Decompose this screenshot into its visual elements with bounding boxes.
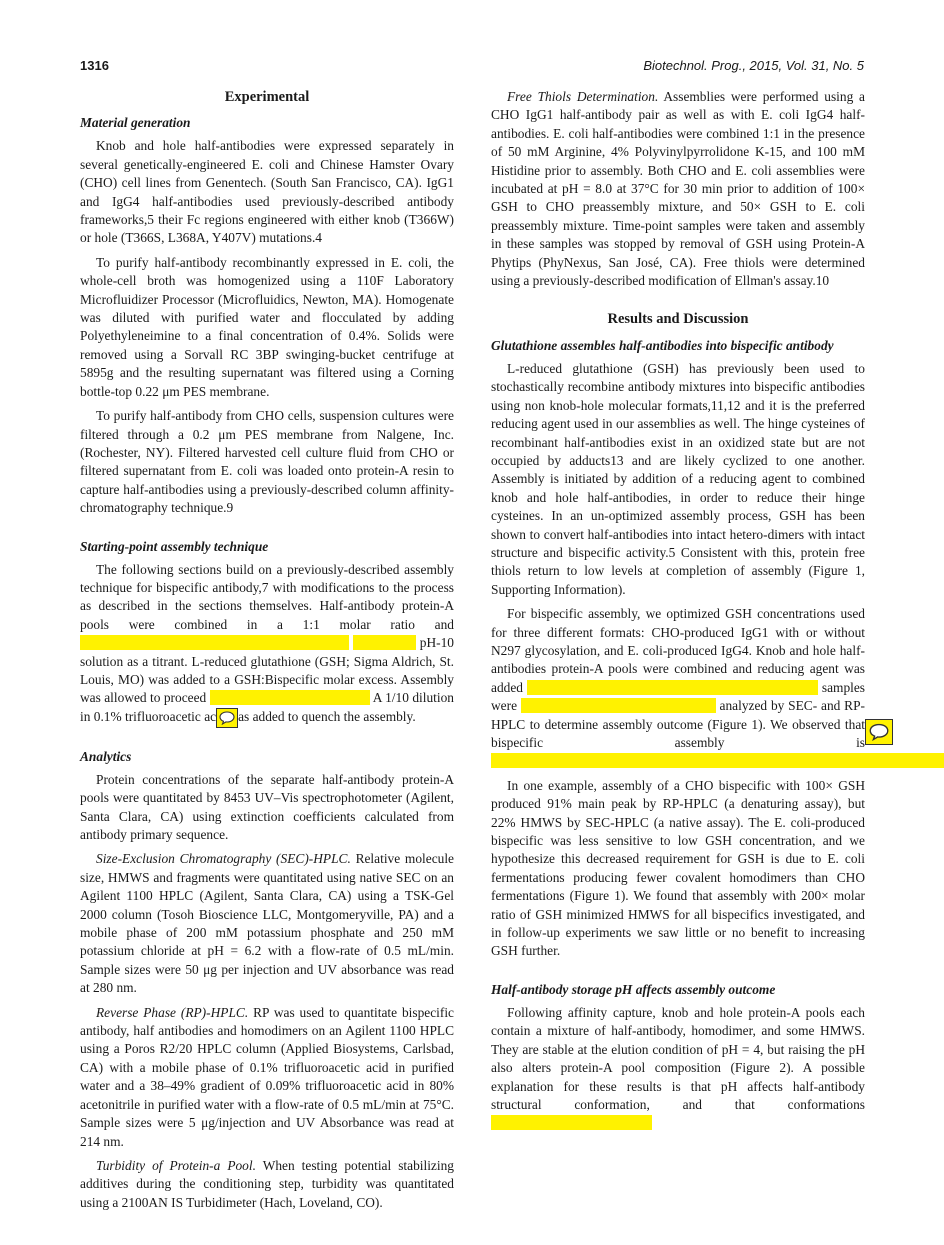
run-in-heading: Turbidity of Protein-a Pool. [96, 1157, 256, 1173]
page-number: 1316 [80, 58, 109, 73]
storage-ph-heading: Half-antibody storage pH affects assembly outcome [491, 981, 776, 997]
paragraph: In one example, assembly of a CHO bispecific with 100× GSH produced 91% main peak by RP-HPLC (a denaturing assay), but 22% HMWS by SEC-HPLC (a native assay). The E. coli-produced bispecific was less sensitive to low GSH concentration, and we hypothesize this decreased requirement for GSH is due to E. coli fermentations producing fewer covalent homodimers than CHO fermentations (Figure 1). We found that assembly with 200× molar ratio of GSH minimized HMWS for all bispecifics investigated, and in follow-up experiments we saw little or no benefit to increasing GSH further. [491, 777, 865, 959]
right-column [491, 88, 865, 1139]
analytics-heading: Analytics [80, 748, 132, 764]
text: For bispecific assembly, we optimized GSH concentrations used for three different formats: CHO-produced IgG1 with or without N297 glycosylation, and E. coli-produced IgG4. Knob and hole half-antibodies protein-A pools were combined and reducing agent was added [491, 606, 865, 695]
comment-icon[interactable] [216, 708, 238, 728]
paragraph-with-highlights [491, 1004, 865, 1133]
paragraph: To purify half-antibody recombinantly expressed in E. coli, the whole-cell broth was homogenized using a 110F Laboratory Microfluidizer Processor (Microfluidics, Newton, MA). Homogenate was diluted with purified water and flocculated by adding Polyethyleneimine to a final concentration of 0.4%. Solids were removed using a Sorvall RC 3BP swinging-bucket centrifuge at 5895g and the resulting supernatant was filtered using a Corning bottle-top 0.22 μm PES membrane. [80, 254, 454, 399]
highlight-redaction[interactable] [353, 635, 416, 650]
highlight-redaction[interactable] [521, 698, 716, 713]
left-column [80, 88, 454, 1218]
paragraph [80, 1004, 454, 1151]
paragraph [80, 1157, 454, 1212]
paragraph: L-reduced glutathione (GSH) has previously been used to stochastically recombine antibody mixtures into bispecific antibodies using non knob-hole molecular formats,11,12 and it is the preferred reducing agent used in our assemblies as well. The hinge cysteines of recombinant half-antibodies exist in an oxidized state but are not occupied by adducts13 and are likely cyclized to one another. Assembly is initiated by addition of a reducing agent to combined knob and hole half-antibodies, in order to reduce their hinge cysteines. In an un-optimized assembly process, GSH has been shown to convert half-antibodies into intact hetero-dimers with intact structure and bispecific activity.5 Consistent with this, protein free thiols return to low levels at completion of assembly (Figure 1, Supporting Information). [491, 360, 865, 597]
text: Following affinity capture, knob and hole protein-A pools each contain a mixture of half-antibody, homodimer, and some HMWS. They are stable at the elution condition of pH = 4, but raising the pH also alters protein-A pool composition (Figure 2). A possible explanation for these results is that pH affects half-antibody structural conformation, and that conformations [491, 1004, 865, 1112]
text: as added to quench the assembly. [238, 708, 416, 724]
text: Assemblies were performed using a CHO IgG1 half-antibody pair as well as with E. coli IgG4 half-antibodies. E. coli half-antibodies were combined 1:1 in the presence of 50 mM Arginine, 4% Polyvinylpyrrolidone K-15, and 100 mM Histidine prior to assembly. Both CHO and E. coli assemblies were incubated at pH = 8.0 at 37°C for 30 min prior to addition of 100× GSH to CHO preassembly mixture, and 50× GSH to E. coli preassembly mixture. Time-point samples were taken and assembly in these samples was stopped by removal of GSH using Protein-A Phytips (PhyNexus, San José, CA). Free thiols were determined using a previously-described modification of Ellman's assay.10 [491, 89, 865, 289]
paragraph [80, 850, 454, 997]
run-in-heading: Free Thiols Determination. [507, 89, 659, 104]
text: pH-10 solution as a titrant. L-reduced glutathione (GSH; Sigma Aldrich, St. Louis, MO) was added to a GSH:Bispecific molar excess. Assembly was allowed to proceed [80, 635, 454, 706]
highlight-redaction[interactable] [491, 753, 944, 768]
paragraph: Knob and hole half-antibodies were expressed separately in several genetically-engineered E. coli and Chinese Hamster Ovary (CHO) cell lines from Genentech. (South San Francisco, CA). IgG1 and IgG4 half-antibodies used previously-described antibody frameworks,5 their Fc regions engineered with either knob (T366W) or hole (T366S, L368A, Y407V) mutations.4 [80, 138, 454, 246]
material-generation-heading: Material generation [80, 115, 191, 131]
paragraph: To purify half-antibody from CHO cells, suspension cultures were filtered through a 0.2 μm PES membrane from Nalgene, Inc. (Rochester, NY). Filtered harvested cell culture fluid from CHO or filtered supernatant from E. coli was loaded onto protein-A resin to capture half-antibodies using a previously-described column affinity-chromatography technique.9 [80, 408, 454, 516]
paragraph-with-highlights [491, 605, 865, 771]
text: RP was used to quantitate bispecific antibody, half antibodies and homodimers on an Agilent 1100 HPLC using a Poros R2/20 HPLC column (Applied Biosystems, Carlsbad, CA) with a mobile phase of 0.1% trifluoroacetic acid in purified water and a 38–49% gradient of 0.09% trifluoroacetic acid in 80% acetonitrile in purified water with a flow-rate of 0.5 mL/min at 75°C. Sample sizes were 5 μg/injection and UV Absorbance was read at 214 nm. [80, 1004, 454, 1149]
text: analyzed by SEC- and RP-HPLC to determine assembly outcome (Figure 1). We observed that bispecific assembly is [491, 698, 865, 750]
comment-icon[interactable] [865, 719, 893, 745]
text: When testing potential stabilizing additives during the conditioning step, turbidity was quantitated using a 2100AN IS Turbidimeter (Hach, Loveland, CO). [80, 1157, 454, 1210]
run-in-heading: Size-Exclusion Chromatography (SEC)-HPLC. [96, 851, 351, 867]
highlight-redaction[interactable] [491, 1115, 652, 1130]
text: A 1/10 dilution in 0.1% trifluoroacetic ac [80, 690, 454, 724]
journal-citation: Biotechnol. Prog., 2015, Vol. 31, No. 5 [643, 58, 864, 73]
text: The following sections build on a previously-described assembly technique for bispecific antibody,7 with modifications to the process as described in the sections themselves. Half-antibody protein-A pools were combined in a 1:1 molar ratio and [80, 561, 454, 632]
paragraph [491, 88, 865, 290]
highlight-redaction[interactable] [527, 680, 819, 695]
results-heading: Results and Discussion [607, 311, 749, 328]
paragraph-with-highlights [80, 561, 454, 728]
experimental-heading: Experimental [224, 89, 310, 105]
highlight-redaction[interactable] [210, 690, 370, 705]
starting-point-heading: Starting-point assembly technique [80, 538, 269, 554]
glutathione-heading: Glutathione assembles half-antibodies into bispecific antibody [491, 337, 834, 353]
text: Relative molecule size, HMWS and fragments were quantitated using native SEC on an Agilent 1100 HPLC (Agilent, Santa Clara, CA) using a TSK-Gel 2000 column (Tosoh Bioscience LLC, Montgomeryville, PA) and a mobile phase of 200 mM potassium phosphate and 250 mM potassium chloride at pH = 6.2 with a flow-rate of 0.5 mL/min. Sample sizes were 50 μg per injection and UV absorbance was read at 280 nm. [80, 851, 454, 996]
highlight-redaction[interactable] [80, 635, 349, 650]
run-in-heading: Reverse Phase (RP)-HPLC. [96, 1004, 249, 1020]
text: samples were [491, 679, 866, 714]
paragraph: Protein concentrations of the separate half-antibody protein-A pools were quantitated by 8453 UV–Vis spectrophotometer (Agilent, Santa Clara, CA) using extinction coefficients calculated from antibody primary sequence. [80, 771, 454, 842]
